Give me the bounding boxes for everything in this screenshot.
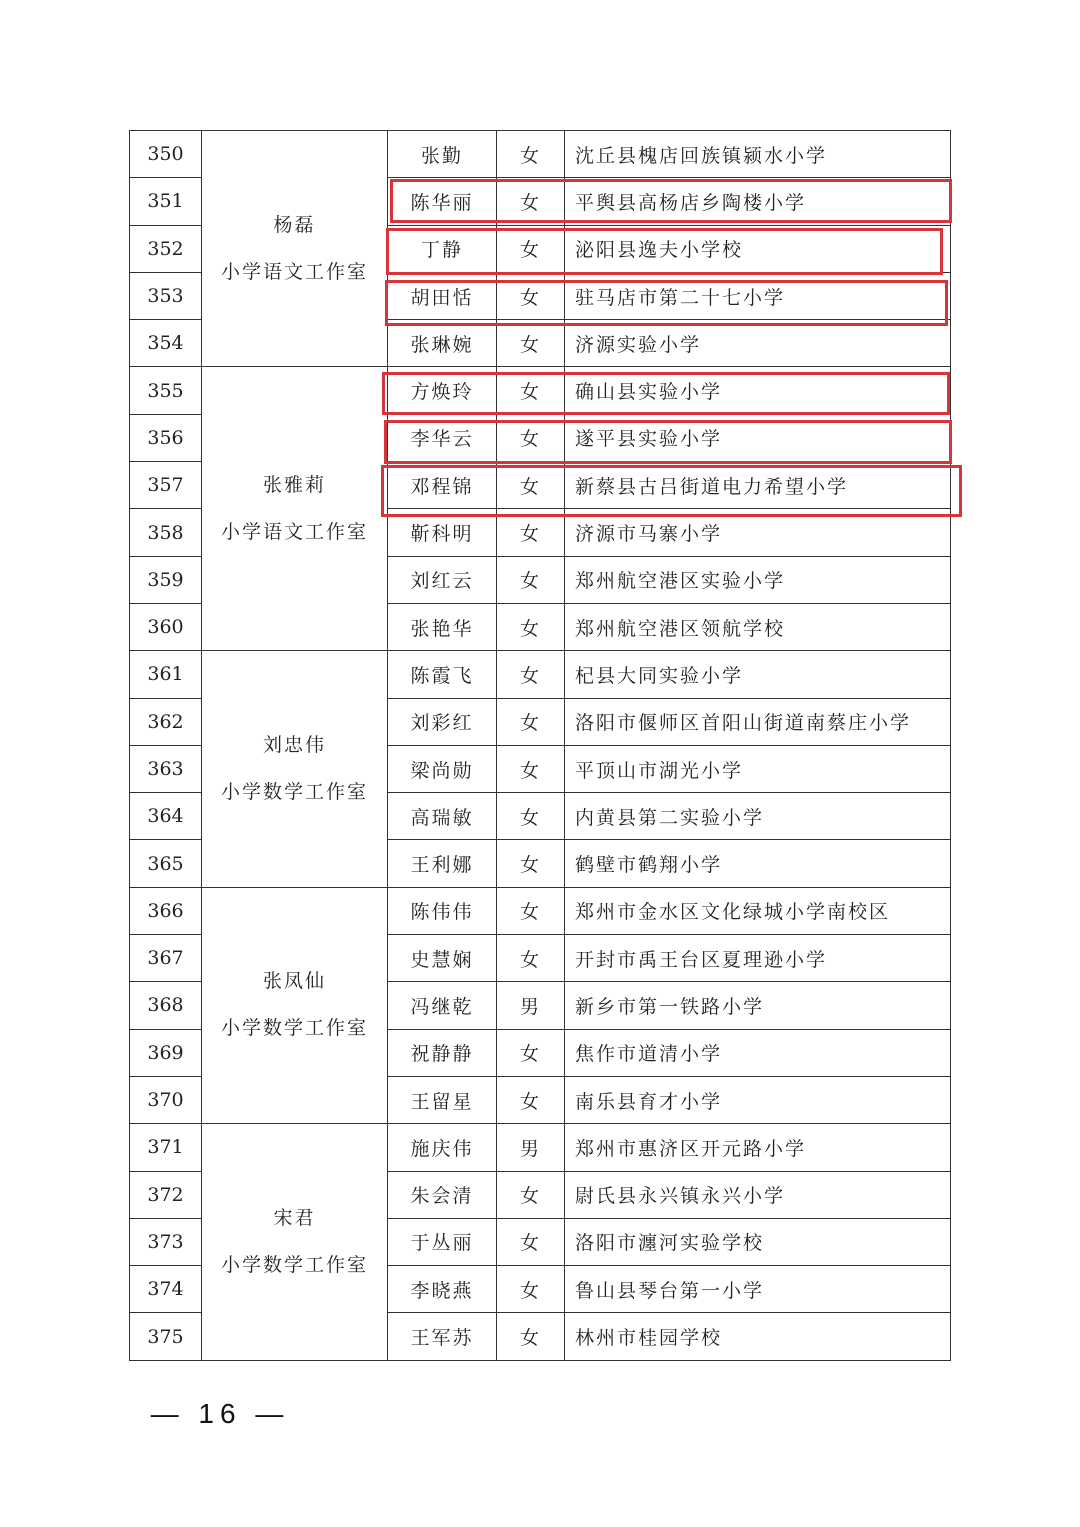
- school-cell: 林州市桂园学校: [565, 1313, 951, 1360]
- studio-leader: 杨磊: [273, 213, 316, 236]
- gender-cell: 男: [497, 982, 565, 1029]
- school-cell: 开封市禹王台区夏理逊小学: [565, 935, 951, 982]
- gender-cell: 女: [497, 1313, 565, 1360]
- gender-cell: 女: [497, 509, 565, 556]
- member-name-cell: 李晓燕: [388, 1266, 497, 1313]
- row-number-cell: 363: [130, 745, 202, 792]
- member-name-cell: 张艳华: [388, 603, 497, 650]
- school-cell: 确山县实验小学: [565, 367, 951, 414]
- studio-group-cell: [202, 131, 388, 367]
- gender-cell: 女: [497, 462, 565, 509]
- row-number-cell: 358: [130, 509, 202, 556]
- row-number-cell: 356: [130, 414, 202, 461]
- gender-cell: 女: [497, 1218, 565, 1265]
- school-cell: 泌阳县逸夫小学校: [565, 225, 951, 272]
- member-name-cell: 冯继乾: [388, 982, 497, 1029]
- row-number-cell: 375: [130, 1313, 202, 1360]
- member-name-cell: 高瑞敏: [388, 793, 497, 840]
- school-cell: 内黄县第二实验小学: [565, 793, 951, 840]
- row-number-cell: 365: [130, 840, 202, 887]
- member-name-cell: 王军苏: [388, 1313, 497, 1360]
- gender-cell: 女: [497, 414, 565, 461]
- row-number-cell: 367: [130, 935, 202, 982]
- table-row: [130, 887, 951, 934]
- row-number-cell: 364: [130, 793, 202, 840]
- gender-cell: 女: [497, 320, 565, 367]
- row-number-cell: 351: [130, 178, 202, 225]
- member-name-cell: 李华云: [388, 414, 497, 461]
- member-name-cell: 方焕玲: [388, 367, 497, 414]
- member-name-cell: 丁静: [388, 225, 497, 272]
- gender-cell: 女: [497, 793, 565, 840]
- studio-group-cell: [202, 1124, 388, 1360]
- school-cell: 济源市马寨小学: [565, 509, 951, 556]
- gender-cell: 女: [497, 887, 565, 934]
- studio-leader: 宋君: [273, 1206, 316, 1229]
- member-name-cell: 刘红云: [388, 556, 497, 603]
- studio-group-cell: [202, 887, 388, 1123]
- row-number-cell: 369: [130, 1029, 202, 1076]
- gender-cell: 女: [497, 651, 565, 698]
- gender-cell: 女: [497, 367, 565, 414]
- school-cell: 郑州航空港区领航学校: [565, 603, 951, 650]
- page-number: — 16 —: [150, 1398, 290, 1429]
- gender-cell: 女: [497, 1266, 565, 1313]
- table-row: [130, 651, 951, 698]
- row-number-cell: 361: [130, 651, 202, 698]
- school-cell: 南乐县育才小学: [565, 1076, 951, 1123]
- row-number-cell: 355: [130, 367, 202, 414]
- gender-cell: 女: [497, 556, 565, 603]
- member-name-cell: 梁尚勋: [388, 745, 497, 792]
- school-cell: 新乡市第一铁路小学: [565, 982, 951, 1029]
- row-number-cell: 359: [130, 556, 202, 603]
- gender-cell: 女: [497, 1076, 565, 1123]
- gender-cell: 女: [497, 272, 565, 319]
- studio-leader: 张凤仙: [262, 970, 326, 993]
- row-number-cell: 373: [130, 1218, 202, 1265]
- gender-cell: 女: [497, 1171, 565, 1218]
- school-cell: 焦作市道清小学: [565, 1029, 951, 1076]
- school-cell: 洛阳市瀍河实验学校: [565, 1218, 951, 1265]
- studio-name: 小学数学工作室: [220, 1253, 368, 1276]
- table-row: [130, 367, 951, 414]
- gender-cell: 女: [497, 225, 565, 272]
- school-cell: 驻马店市第二十七小学: [565, 272, 951, 319]
- school-cell: 沈丘县槐店回族镇颍水小学: [565, 131, 951, 178]
- table-row: [130, 1124, 951, 1171]
- gender-cell: 女: [497, 745, 565, 792]
- school-cell: 济源实验小学: [565, 320, 951, 367]
- gender-cell: 女: [497, 1029, 565, 1076]
- member-name-cell: 王留星: [388, 1076, 497, 1123]
- row-number-cell: 357: [130, 462, 202, 509]
- member-name-cell: 施庆伟: [388, 1124, 497, 1171]
- studio-name: 小学数学工作室: [220, 1017, 368, 1040]
- studio-leader: 张雅莉: [262, 473, 326, 496]
- member-name-cell: 张琳婉: [388, 320, 497, 367]
- member-name-cell: 王利娜: [388, 840, 497, 887]
- studio-leader: 刘忠伟: [262, 734, 326, 756]
- row-number-cell: 370: [130, 1076, 202, 1123]
- studio-name: 小学语文工作室: [220, 260, 368, 283]
- gender-cell: 女: [497, 840, 565, 887]
- member-name-cell: 靳科明: [388, 509, 497, 556]
- row-number-cell: 372: [130, 1171, 202, 1218]
- gender-cell: 女: [497, 178, 565, 225]
- row-number-cell: 366: [130, 887, 202, 934]
- row-number-cell: 360: [130, 603, 202, 650]
- gender-cell: 女: [497, 131, 565, 178]
- studio-name: 小学语文工作室: [220, 520, 368, 543]
- school-cell: 新蔡县古吕街道电力希望小学: [565, 462, 951, 509]
- school-cell: 鹤壁市鹤翔小学: [565, 840, 951, 887]
- studio-name: 小学数学工作室: [220, 781, 368, 803]
- member-name-cell: 祝静静: [388, 1029, 497, 1076]
- member-name-cell: 陈华丽: [388, 178, 497, 225]
- gender-cell: 女: [497, 935, 565, 982]
- studio-group-cell: [202, 651, 388, 887]
- school-cell: 郑州市金水区文化绿城小学南校区: [565, 887, 951, 934]
- school-cell: 洛阳市偃师区首阳山街道南蔡庄小学: [565, 698, 951, 745]
- school-cell: 杞县大同实验小学: [565, 651, 951, 698]
- table-row: [130, 131, 951, 178]
- member-name-cell: 陈伟伟: [388, 887, 497, 934]
- row-number-cell: 374: [130, 1266, 202, 1313]
- school-cell: 平顶山市湖光小学: [565, 745, 951, 792]
- member-name-cell: 朱会清: [388, 1171, 497, 1218]
- row-number-cell: 350: [130, 131, 202, 178]
- school-cell: 平舆县高杨店乡陶楼小学: [565, 178, 951, 225]
- row-number-cell: 353: [130, 272, 202, 319]
- row-number-cell: 352: [130, 225, 202, 272]
- school-cell: 郑州市惠济区开元路小学: [565, 1124, 951, 1171]
- roster-table: [129, 130, 951, 1361]
- studio-group-cell: [202, 367, 388, 651]
- gender-cell: 女: [497, 698, 565, 745]
- gender-cell: 女: [497, 603, 565, 650]
- member-name-cell: 于丛丽: [388, 1218, 497, 1265]
- row-number-cell: 368: [130, 982, 202, 1029]
- member-name-cell: 胡田恬: [388, 272, 497, 319]
- row-number-cell: 362: [130, 698, 202, 745]
- member-name-cell: 史慧娴: [388, 935, 497, 982]
- school-cell: 尉氏县永兴镇永兴小学: [565, 1171, 951, 1218]
- member-name-cell: 邓程锦: [388, 462, 497, 509]
- member-name-cell: 张勤: [388, 131, 497, 178]
- member-name-cell: 刘彩红: [388, 698, 497, 745]
- school-cell: 遂平县实验小学: [565, 414, 951, 461]
- row-number-cell: 371: [130, 1124, 202, 1171]
- member-name-cell: 陈霞飞: [388, 651, 497, 698]
- gender-cell: 男: [497, 1124, 565, 1171]
- school-cell: 郑州航空港区实验小学: [565, 556, 951, 603]
- school-cell: 鲁山县琴台第一小学: [565, 1266, 951, 1313]
- row-number-cell: 354: [130, 320, 202, 367]
